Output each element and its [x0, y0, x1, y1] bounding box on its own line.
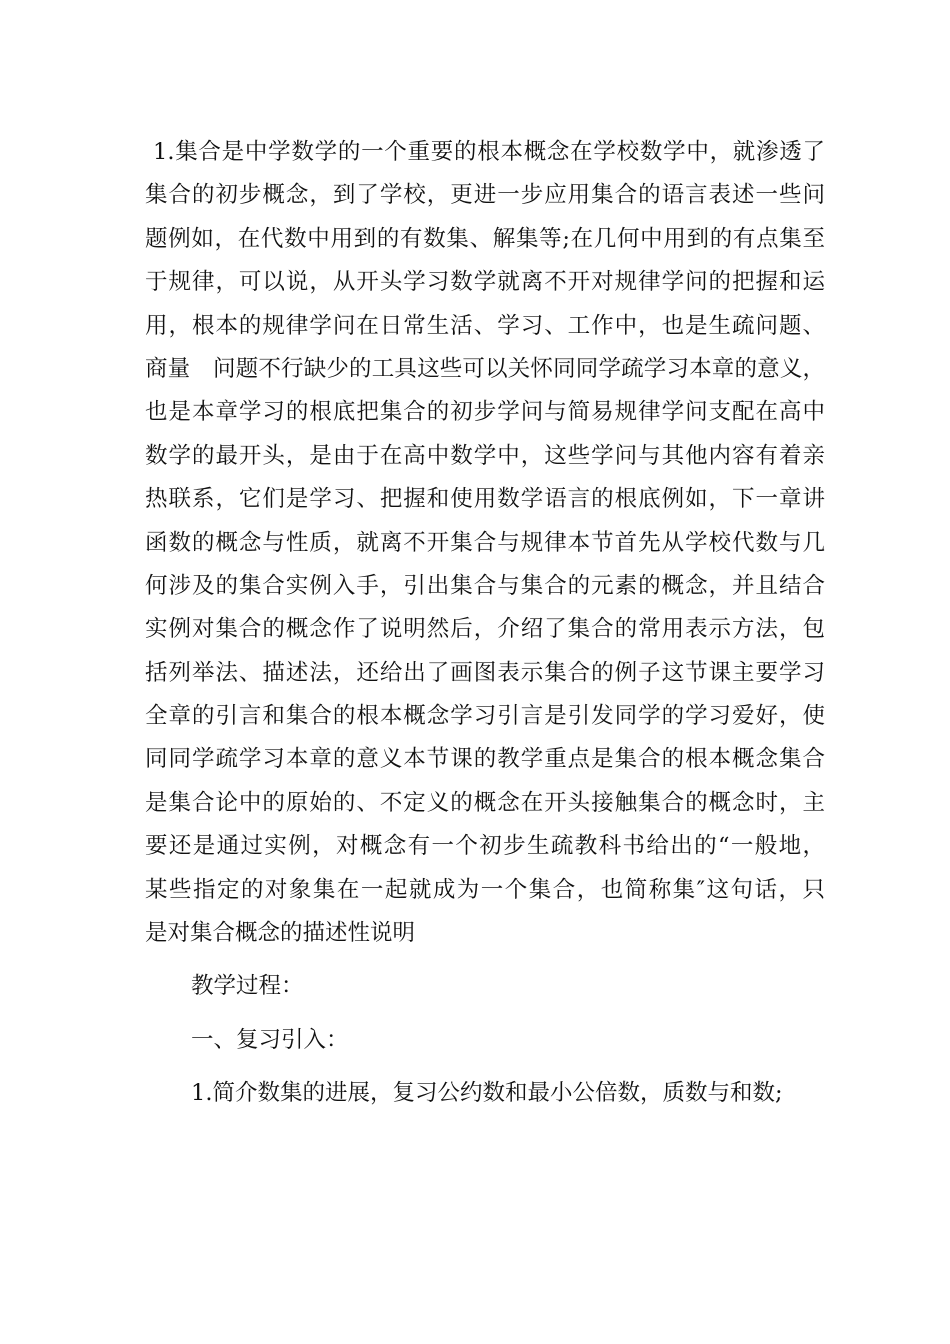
paragraph-line: 是集合论中的原始的、不定义的概念在开头接触集合的概念时，主 [145, 789, 825, 816]
document-body [145, 131, 825, 1116]
paragraph-gap [145, 1009, 825, 1019]
heading-teaching-process: 教学过程： [191, 973, 304, 1000]
paragraph-line: 题例如，在代数中用到的有数集、解集等;在几何中用到的有点集至 [145, 225, 825, 252]
paragraph-line: 同同学疏学习本章的意义本节课的教学重点是集合的根本概念集合 [145, 746, 825, 773]
paragraph-line: 集合的初步概念，到了学校，更进一步应用集合的语言表述一些问 [145, 182, 825, 209]
paragraph-line: 热联系，它们是学习、把握和使用数学语言的根底例如，下一章讲 [145, 486, 825, 513]
paragraph-line: 1.集合是中学数学的一个重要的根本概念在学校数学中，就渗透了 [153, 139, 825, 165]
paragraph-line: 数学的最开头，是由于在高中数学中，这些学问与其他内容有着亲 [145, 442, 825, 469]
heading-review-intro: 一、复习引入： [191, 1026, 349, 1053]
paragraph-line: 商量 问题不行缺少的工具这些可以关怀同同学疏学习本章的意义， [145, 355, 825, 382]
paragraph-line: 也是本章学习的根底把集合的初步学问与简易规律学问支配在高中 [145, 399, 825, 426]
list-item-1: 1.简介数集的进展，复习公约数和最小公倍数，质数与和数; [191, 1080, 783, 1107]
paragraph-line: 括列举法、描述法，还给出了画图表示集合的例子这节课主要学习 [145, 659, 825, 686]
paragraph-line: 要还是通过实例，对概念有一个初步生疏教科书给出的“一般地， [145, 833, 825, 860]
paragraph-gap [145, 955, 825, 965]
paragraph-gap [145, 1062, 825, 1072]
paragraph-line: 于规律，可以说，从开头学习数学就离不开对规律学问的把握和运 [145, 269, 825, 296]
paragraph-line: 某些指定的对象集在一起就成为一个集合，也简称集″这句话，只 [145, 876, 825, 903]
paragraph-line: 用，根本的规律学问在日常生活、学习、工作中，也是生疏问题、 [145, 312, 825, 339]
paragraph-line: 全章的引言和集合的根本概念学习引言是引发同学的学习爱好，使 [145, 703, 825, 730]
paragraph-line: 实例对集合的概念作了说明然后，介绍了集合的常用表示方法，包 [145, 616, 825, 643]
paragraph-line: 何涉及的集合实例入手，引出集合与集合的元素的概念，并且结合 [145, 572, 825, 599]
paragraph-line: 函数的概念与性质，就离不开集合与规律本节首先从学校代数与几 [145, 529, 825, 556]
paragraph-line: 是对集合概念的描述性说明 [145, 920, 416, 947]
